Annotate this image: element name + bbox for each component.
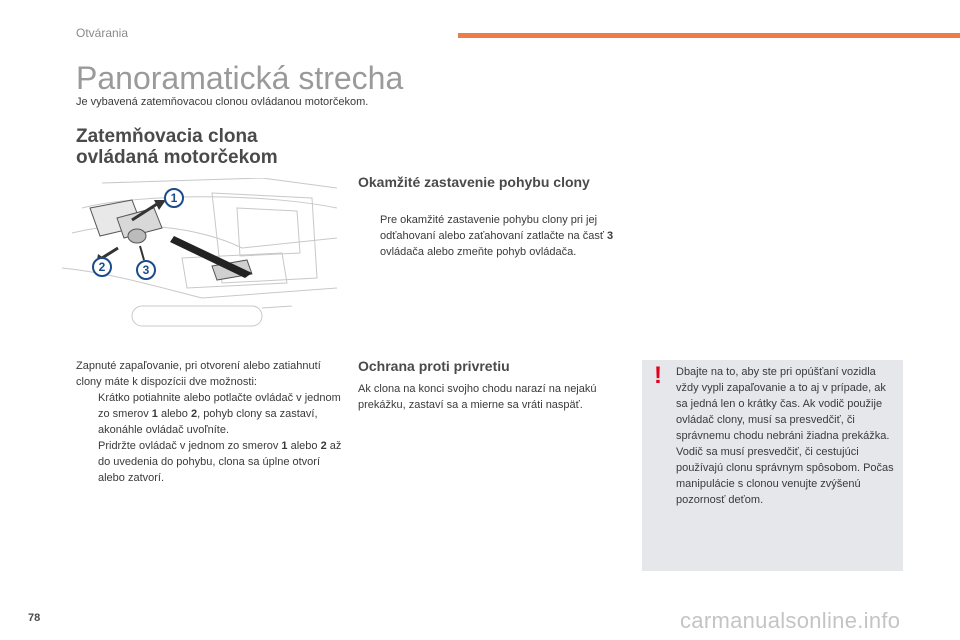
- page-number: 78: [28, 612, 41, 624]
- callout-1-label: 1: [170, 191, 178, 205]
- warning-exclamation-icon: !: [654, 362, 662, 389]
- usage-bullet-1: Krátko potiahnite alebo potlačte ovládač v jednom zo smerov 1 alebo 2, pohyb clony sa zastaví, akonáhle ovládač uvoľníte.: [98, 392, 341, 436]
- pinch-text: Ak clona na konci svojho chodu narazí na nejakú prekážku, zastaví sa a mierne sa vráti naspäť.: [358, 383, 597, 411]
- section-label: Otvárania: [76, 26, 129, 40]
- page-subtitle: Je vybavená zatemňovacou clonou ovládanou motorčekom.: [76, 96, 369, 108]
- callout-2-label: 2: [98, 260, 106, 274]
- page-title: Panoramatická strecha: [76, 60, 404, 96]
- section-heading: Zatemňovacia clona ovládaná motorčekom: [76, 126, 278, 168]
- stop-heading: Okamžité zastavenie pohybu clony: [358, 174, 590, 190]
- header-accent-bar: [458, 33, 960, 38]
- pinch-heading: Ochrana proti privretiu: [358, 358, 510, 374]
- warning-text: Dbajte na to, aby ste pri opúšťaní vozidla vždy vypli zapaľovanie a to aj v prípade, ak sa jedná len o krátky čas. Ak vodič použije ovládač clony, musí sa presvedčiť, či správnemu chodu nebráni žiadna prekážka. Vodič sa musí presvedčiť, či cestujúci používajú clonu správnym spôsobom. Počas manipulácie s clonou venujte zvýšenú pozornosť deťom.: [676, 366, 894, 506]
- stop-instruction: Pre okamžité zastavenie pohybu clony pri jej odťahovaní alebo zaťahovaní zatlačte na časť 3 ovládača alebo zmeňte pohyb ovládača.: [380, 214, 614, 258]
- watermark: carmanualsonline.info: [680, 608, 901, 633]
- callout-3-label: 3: [142, 263, 150, 277]
- callout-3-icon: [137, 261, 155, 279]
- usage-bullet-2: Pridržte ovládač v jednom zo smerov 1 alebo 2 až do uvedenia do pohybu, clona sa úplne otvorí alebo zatvorí.: [98, 440, 342, 484]
- callout-2-icon: [93, 258, 111, 276]
- callout-1-icon: [165, 189, 183, 207]
- usage-intro: Zapnuté zapaľovanie, pri otvorení alebo zatiahnutí clony máte k dispozícii dve možnosti:: [76, 360, 321, 388]
- roof-control-illustration: [62, 178, 337, 338]
- usage-instructions: [76, 358, 346, 486]
